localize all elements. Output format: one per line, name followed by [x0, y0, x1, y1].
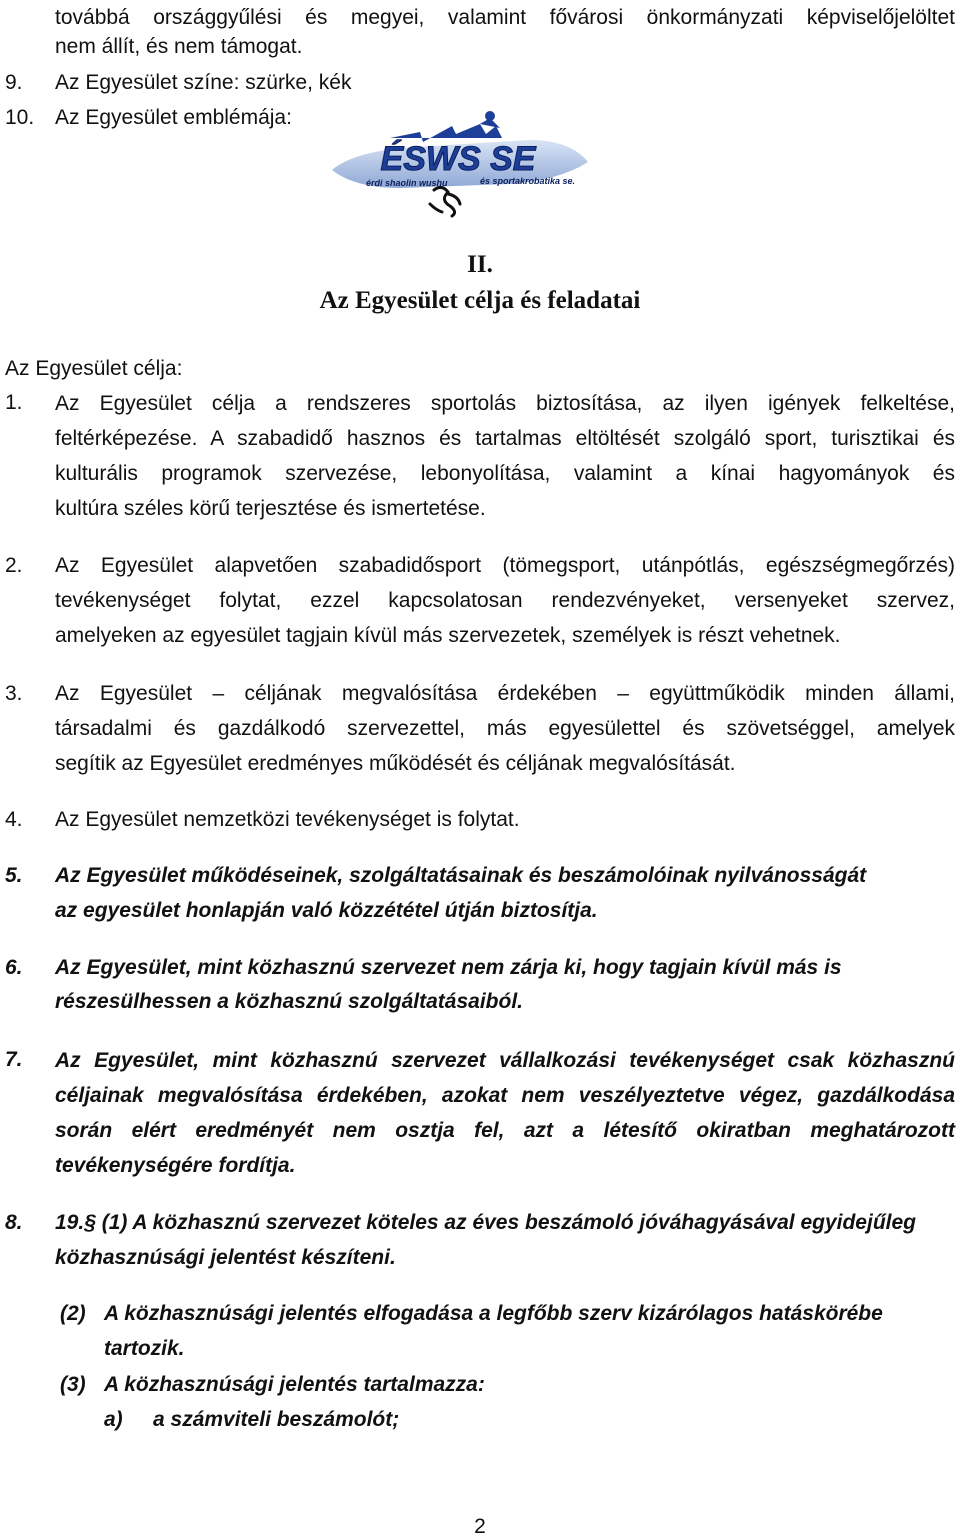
paragraph-line: az egyesület honlapján való közzététel útján biztosítja.	[55, 899, 598, 922]
paragraph-line: Az Egyesület nemzetközi tevékenységet is folytat.	[55, 808, 520, 831]
paragraph-line: Az Egyesület működéseinek, szolgáltatásainak és beszámolóinak nyilvánosságát	[55, 864, 867, 887]
association-logo	[330, 104, 592, 220]
logo-right-caption: és sportakrobatika se.	[480, 176, 576, 186]
list-number: 8.	[5, 1211, 23, 1234]
list-number: 7.	[5, 1048, 23, 1071]
paragraph-line: kultúra széles körű terjesztése és ismertetése.	[55, 497, 486, 520]
paragraph-line: amelyeken az egyesület tagjain kívül más szervezetek, személyek is részt vehetnek.	[55, 624, 841, 647]
paragraph-line: nem állít, és nem támogat.	[55, 35, 303, 58]
paragraph-line: során elért eredményét nem osztja fel, azt a létesítő okiratban meghatározott	[55, 1119, 955, 1142]
paragraph-line: részesülhessen a közhasznú szolgáltatásaiból.	[55, 990, 523, 1013]
subitem-number: (3)	[60, 1373, 86, 1396]
paragraph-line: A közhasznúsági jelentés elfogadása a legfőbb szerv kizárólagos hatáskörébe	[104, 1302, 883, 1325]
paragraph-line: tevékenységet folytat, ezzel kapcsolatosan rendezvényeket, versenyeket szervez,	[55, 589, 955, 612]
paragraph-line: a számviteli beszámolót;	[153, 1408, 400, 1431]
section-number: II.	[467, 251, 493, 278]
list-number: 4.	[5, 808, 23, 831]
paragraph-line: Az Egyesület alapvetően szabadidősport (tömegsport, utánpótlás, egészségmegőrzés)	[55, 554, 955, 577]
list-number: 10.	[5, 106, 35, 129]
paragraph-line: segítik az Egyesület eredményes működését és céljának megvalósítását.	[55, 752, 736, 775]
paragraph-line: céljainak megvalósítása érdekében, azokat nem veszélyeztetve végez, gazdálkodása	[55, 1084, 955, 1107]
section-title: Az Egyesület célja és feladatai	[319, 287, 641, 314]
list-item-text: Az Egyesület színe: szürke, kék	[55, 71, 352, 94]
paragraph-line: társadalmi és gazdálkodó szervezettel, más egyesülettel és szövetséggel, amelyek	[55, 717, 955, 740]
paragraph-line: Az Egyesület, mint közhasznú szervezet nem zárja ki, hogy tagjain kívül más is	[55, 956, 842, 979]
subitem-number: (2)	[60, 1302, 86, 1325]
paragraph-line: feltérképezése. A szabadidő hasznos és tartalmas eltöltését szolgáló sport, turisztikai és	[55, 427, 955, 450]
list-number: 2.	[5, 554, 23, 577]
paragraph-line: A közhasznúsági jelentés tartalmazza:	[104, 1373, 485, 1396]
paragraph-line: Az Egyesület célja a rendszeres sportolás biztosítása, az ilyen igények felkeltése,	[55, 392, 955, 415]
list-item-text: Az Egyesület emblémája:	[55, 106, 292, 129]
paragraph-line: tevékenységére fordítja.	[55, 1154, 296, 1177]
list-number: 5.	[5, 864, 23, 887]
paragraph-line: Az Egyesület – céljának megvalósítása érdekében – együttműködik minden állami,	[55, 682, 955, 705]
list-number: 9.	[5, 71, 23, 94]
paragraph-line: közhasznúsági jelentést készíteni.	[55, 1246, 396, 1269]
list-number: 1.	[5, 391, 23, 414]
intro-label: Az Egyesület célja:	[5, 357, 183, 380]
subsub-number: a)	[104, 1408, 123, 1431]
paragraph-line: továbbá országgyűlési és megyei, valamint fővárosi önkormányzati képviselőjelöltet	[55, 6, 955, 29]
paragraph-line: 19.§ (1) A közhasznú szervezet köteles az éves beszámoló jóváhagyásával egyidejűleg	[55, 1211, 916, 1234]
page-number: 2	[474, 1515, 486, 1538]
logo-main-text: ÉSWS SE	[380, 140, 536, 178]
list-number: 3.	[5, 682, 23, 705]
logo-left-caption: érdi shaolin wushu	[366, 178, 448, 188]
list-number: 6.	[5, 956, 23, 979]
paragraph-line: tartozik.	[104, 1337, 185, 1360]
paragraph-line: kulturális programok szervezése, lebonyolítása, valamint a kínai hagyományok és	[55, 462, 955, 485]
paragraph-line: Az Egyesület, mint közhasznú szervezet vállalkozási tevékenységet csak közhasznú	[55, 1049, 955, 1072]
